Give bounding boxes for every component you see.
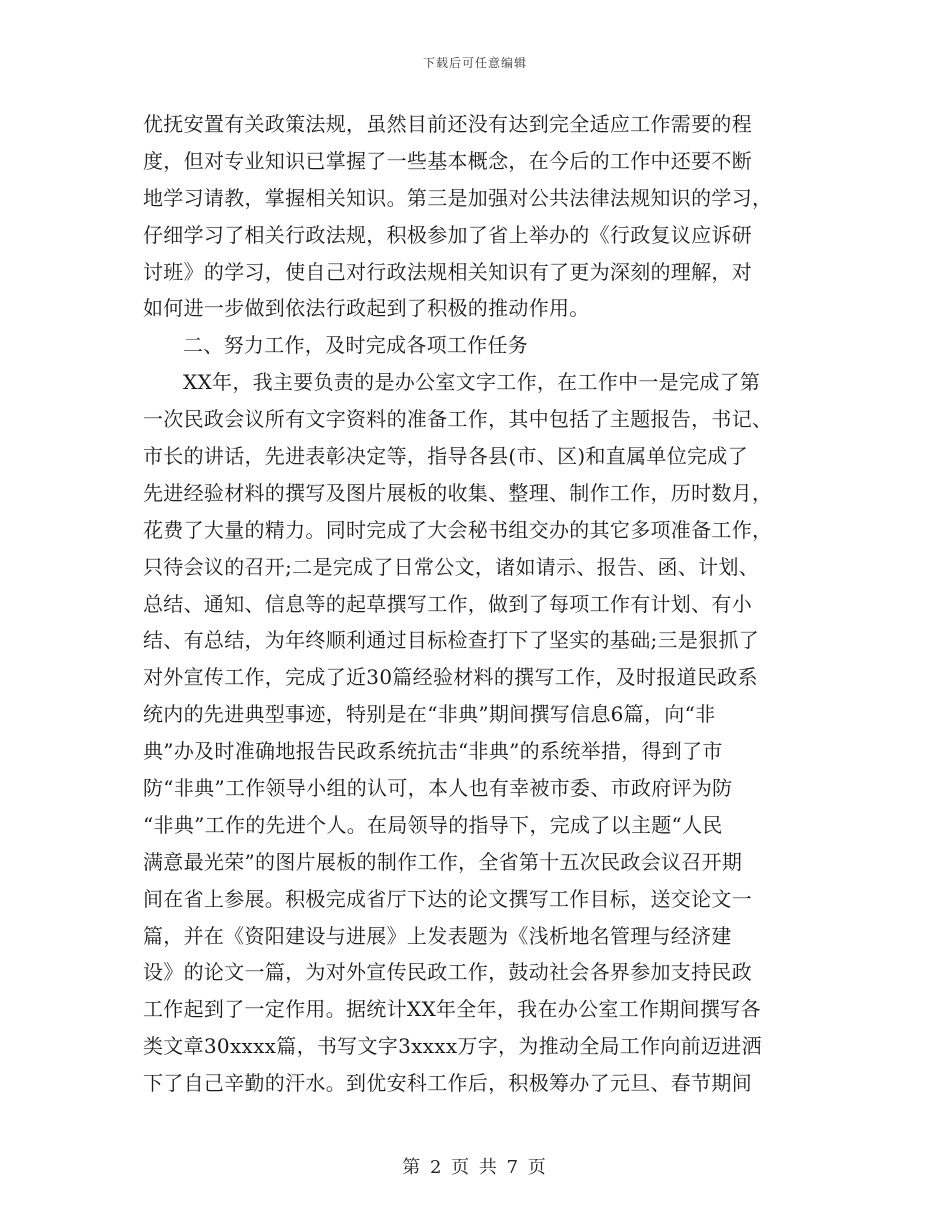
page-header: 下载后可任意编辑	[422, 56, 527, 70]
text-line: 篇，并在《资阳建设与进展》上发表题为《浅析地名管理与经济建	[143, 923, 732, 948]
text-line: 讨班》的学习，使自己对行政法规相关知识有了更为深刻的理解，对	[143, 259, 752, 284]
text-line: 下了自己辛勤的汗水。到优安科工作后，积极筹办了元旦、春节期间	[143, 1071, 752, 1096]
text-line: 间在省上参展。积极完成省厅下达的论文撰写工作目标，送交论文一	[143, 886, 752, 911]
text-line: 类文章30xxxx篇，书写文字3xxxx万字，为推动全局工作向前迈进洒	[143, 1034, 762, 1059]
document-body	[143, 106, 803, 1102]
text-line: 先进经验材料的撰写及图片展板的收集、整理、制作工作，历时数月，	[143, 480, 773, 505]
text-line: 设》的论文一篇，为对外宣传民政工作，鼓动社会各界参加支持民政	[143, 960, 752, 985]
text-line: 防“非典”工作领导小组的认可，本人也有幸被市委、市政府评为防	[143, 776, 733, 801]
text-line: 结、有总结，为年终顺利通过目标检查打下了坚实的基础;三是狠抓了	[143, 628, 760, 653]
text-line: 典”办及时准确地报告民政系统抗击“非典”的系统举措，得到了市	[143, 739, 723, 764]
text-line: 仔细学习了相关行政法规，积极参加了省上举办的《行政复议应诉研	[143, 222, 752, 247]
text-line: 满意最光荣”的图片展板的制作工作，全省第十五次民政会议召开期	[143, 849, 743, 874]
text-line: 市长的讲话，先进表彰决定等，指导各县(市、区)和直属单位完成了	[143, 444, 748, 469]
text-line: 总结、通知、信息等的起草撰写工作，做到了每项工作有计划、有小	[143, 591, 752, 616]
text-line: 地学习请教，掌握相关知识。第三是加强对公共法律法规知识的学习，	[143, 185, 773, 210]
text-line: 度，但对专业知识已掌握了一些基本概念，在今后的工作中还要不断	[143, 148, 752, 173]
text-line: 工作起到了一定作用。据统计XX年全年，我在办公室工作期间撰写各	[143, 997, 761, 1022]
text-line: “非典”工作的先进个人。在局领导的指导下，完成了以主题“人民	[143, 812, 723, 837]
text-line: 只待会议的召开;二是完成了日常公文，诸如请示、报告、函、计划、	[143, 554, 760, 579]
text-line: 统内的先进典型事迹，特别是在“非典”期间撰写信息6篇，向“非	[143, 702, 716, 727]
text-line: 一次民政会议所有文字资料的准备工作，其中包括了主题报告，书记、	[143, 407, 773, 432]
section-heading: 二、努力工作，及时完成各项工作任务	[183, 333, 529, 358]
text-line: 优抚安置有关政策法规，虽然目前还没有达到完全适应工作需要的程	[143, 112, 752, 136]
text-line: 花费了大量的精力。同时完成了大会秘书组交办的其它多项准备工作，	[143, 517, 773, 542]
text-line: 对外宣传工作，完成了近30篇经验材料的撰写工作，及时报道民政系	[143, 665, 758, 690]
text-line: XX年，我主要负责的是办公室文字工作，在工作中一是完成了第	[183, 370, 761, 395]
text-line: 如何进一步做到依法行政起到了积极的推动作用。	[143, 296, 590, 321]
page-number-footer: 第 2 页 共 7 页	[402, 1157, 548, 1178]
